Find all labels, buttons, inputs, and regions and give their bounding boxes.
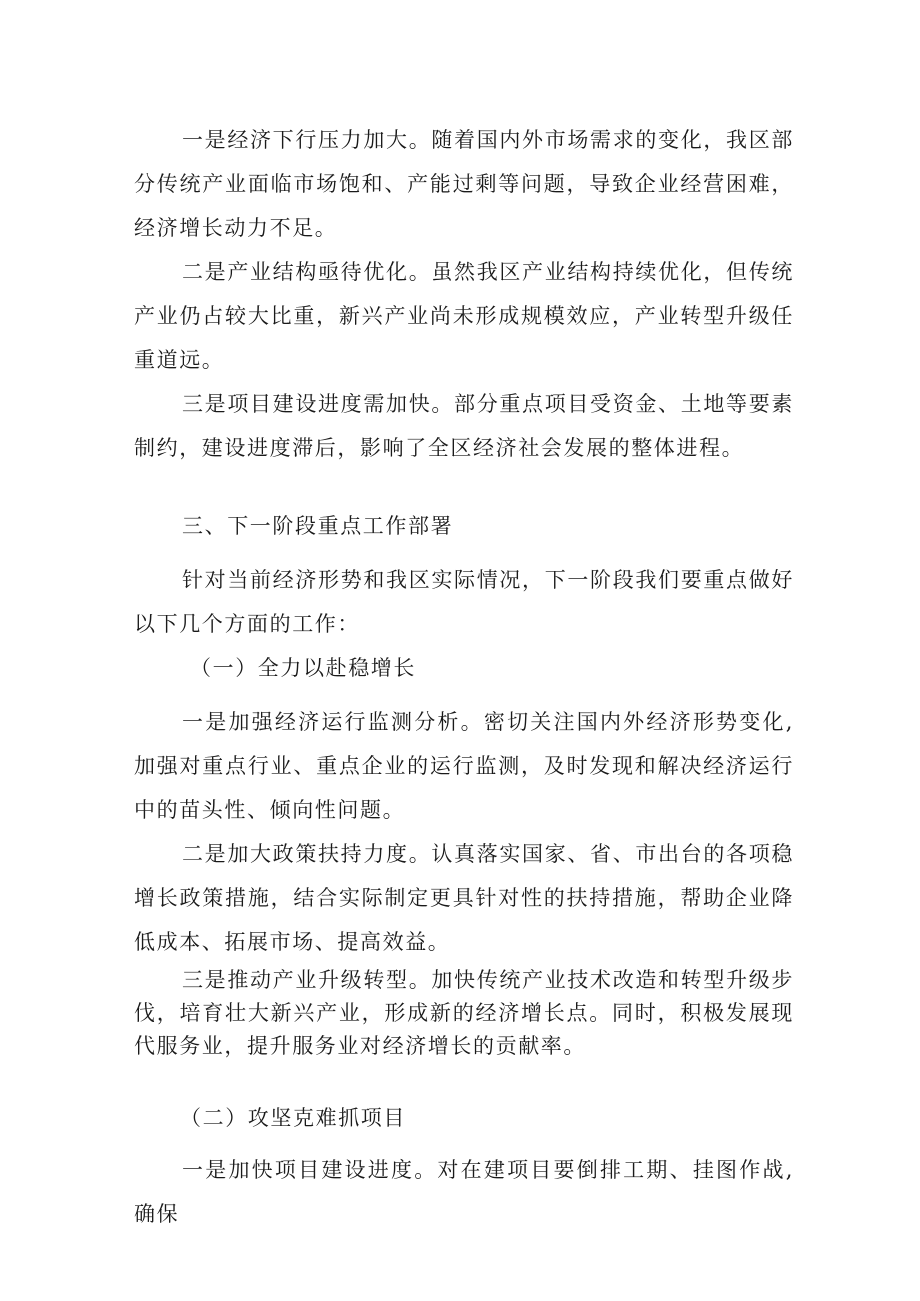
paragraph-intro-work: 针对当前经济形势和我区实际情况，下一阶段我们要重点做好以下几个方面的工作： [134,568,794,636]
subheading-stable-growth: （一）全力以赴稳增长 [190,656,416,680]
paragraph-industry-upgrade: 三是推动产业升级转型。加快传统产业技术改造和转型升级步伐，培育壮大新兴产业，形成新的经济增长点。同时，积极发展现代服务业，提升服务业对经济增长的贡献率。 [134,968,794,1058]
paragraph-industrial-structure: 二是产业结构亟待优化。虽然我区产业结构持续优化，但传统产业仍占较大比重，新兴产业尚未形成规模效应，产业转型升级任重道远。 [134,260,794,372]
subheading-projects: （二）攻坚克难抓项目 [180,1106,406,1130]
paragraph-policy-support: 二是加大政策扶持力度。认真落实国家、省、市出台的各项稳增长政策措施，结合实际制定更具针对性的扶持措施，帮助企业降低成本、拓展市场、提高效益。 [134,842,794,954]
paragraph-economic-pressure: 一是经济下行压力加大。随着国内外市场需求的变化，我区部分传统产业面临市场饱和、产能过剩等问题，导致企业经营困难，经济增长动力不足。 [134,128,794,240]
paragraph-project-progress: 三是项目建设进度需加快。部分重点项目受资金、土地等要素制约，建设进度滞后，影响了全区经济社会发展的整体进程。 [134,392,794,460]
paragraph-monitoring: 一是加强经济运行监测分析。密切关注国内外经济形势变化,加强对重点行业、重点企业的运行监测，及时发现和解决经济运行中的苗头性、倾向性问题。 [134,710,794,822]
paragraph-project-speed: 一是加快项目建设进度。对在建项目要倒排工期、挂图作战,确保 [134,1158,794,1226]
section-heading-next-stage: 三、下一阶段重点工作部署 [182,514,454,538]
